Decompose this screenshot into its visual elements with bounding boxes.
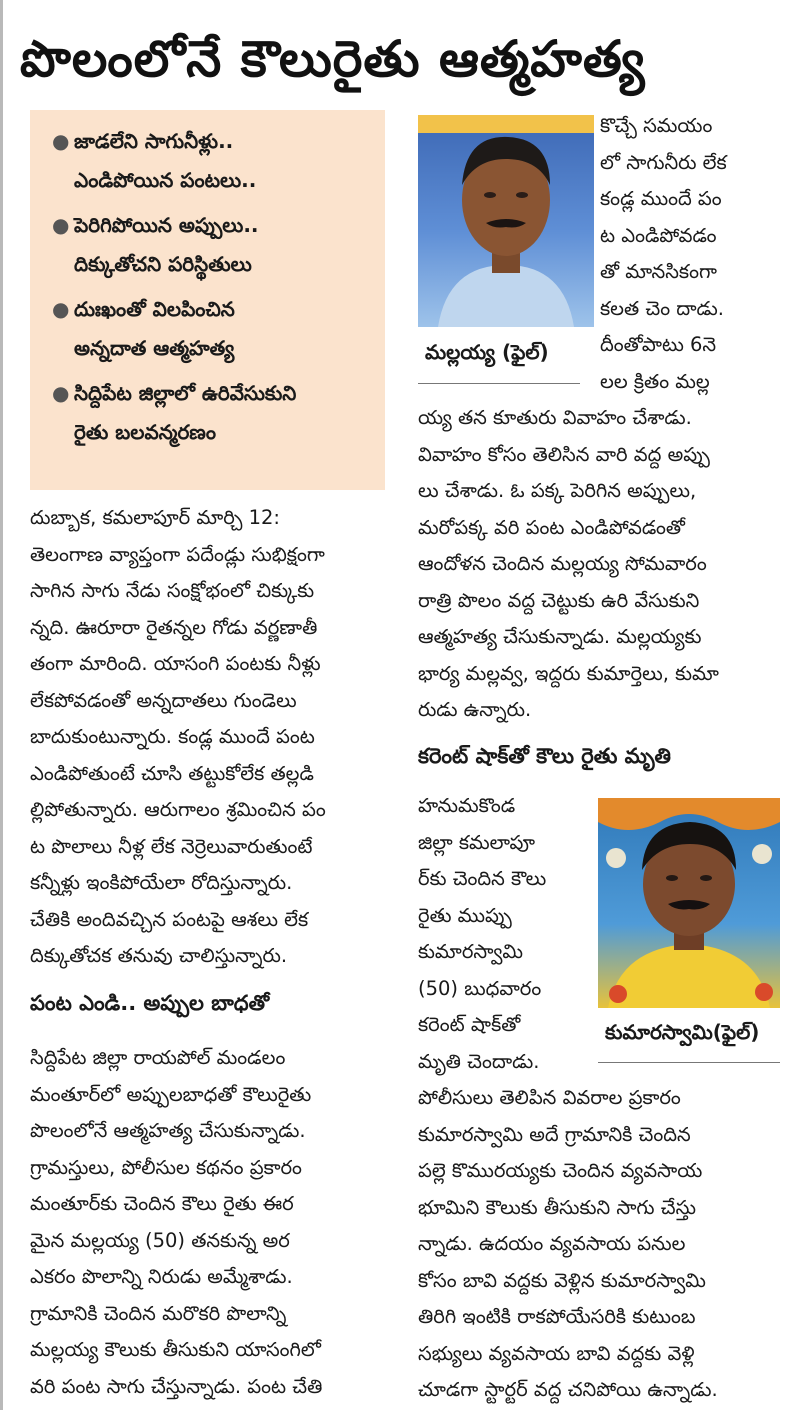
page-left-rule: [0, 0, 3, 1410]
portrait-icon: [598, 798, 780, 1008]
mallayya-photo: [418, 115, 594, 327]
article-body: పోలీసులు తెలిపిన వివరాల ప్రకారం కుమారస్వామి అదే గ్రామానికి చెందిన పల్లె కొమురయ్యకు చెందిన వ్యవసాయ భూమిని కౌలుకు తీసుకుని సాగు చేస్తు న్నాడు. ఉదయం వ్యవసాయ పనుల కోసం బావి వద్దకు వెళ్లిన కుమారస్వామి తిరిగి ఇంటికి రాకపోయేసరికి కుటుంబ సభ్యులు వ్యవసాయ బావి వద్దకు వెళ్లి చూడగా స్టార్టర్ వద్ద చనిపోయి ఉన్నాడు.: [418, 1086, 718, 1401]
caption-rule: [418, 383, 580, 384]
bullet-icon: ●: [52, 213, 70, 237]
article-body: య్య తన కూతురు వివాహం చేశాడు. వివాహం కోసం తెలిసిన వారి వద్ద అప్పు లు చేశాడు. ఓ పక్క పెరిగిన అప్పులు, మరోపక్క వరి పంట ఎండిపోవడంతో ఆందోళన చెందిన మల్లయ్య సోమవారం రాత్రి పొలం వద్ద చెట్టుకు ఉరి వేసుకుని ఆత్మహత్య చేసుకున్నాడు. మల్లయ్యకు భార్య మల్లవ్వ, ఇద్దరు కుమార్తెలు, కుమా రుడు ఉన్నారు.: [418, 406, 719, 721]
highlight-text: పెరిగిపోయిన అప్పులు.. దిక్కుతోచని పరిస్థితులు: [74, 213, 259, 276]
bullet-icon: ●: [52, 129, 70, 153]
highlight-item: [52, 374, 371, 452]
highlight-item: [52, 206, 371, 284]
highlight-text: దుఃఖంతో విలపించిన అన్నదాత ఆత్మహత్య: [74, 297, 235, 360]
article-body: కొచ్చే సమయం లో సాగునీరు లేక కండ్ల ముందే పం ట ఎండిపోవడం తో మానసికంగా కలత చెం దాడు. దీంతోపాటు 6నె లల క్రితం మల్ల: [600, 114, 727, 393]
article-intro: దుబ్బాక, కమలాపూర్ మార్చి 12: తెలంగాణ వ్యాప్తంగా పదేండ్లు సుభిక్షంగా సాగిన సాగు నేడు సంక్షోభంలో చిక్కుకు న్నది. ఊరూరా రైతన్నల గోడు వర్ణణాతీ తంగా మారింది. యాసంగి పంటకు నీళ్లు లేకపోవడంతో అన్నదాతలు గుండెలు బాదుకుంటున్నారు. కండ్ల ముందే పంట ఎండిపోతుంటే చూసి తట్టుకోలేక తల్లడి ల్లిపోతున్నారు. ఆరుగాలం శ్రమించిన పం ట పొలాలు నీళ్ల లేక నెర్రెలువారుతుంటే కన్నీళ్లు ఇంకిపోయేలా రోదిస్తున్నారు. చేతికి అందివచ్చిన పంటపై ఆశలు లేక దిక్కుతోచక తనువు చాలిస్తున్నారు.: [30, 506, 326, 967]
headline: పొలంలోనే కౌలురైతు ఆత్మహత్య: [20, 30, 646, 88]
highlights-box: [30, 110, 385, 490]
portrait-icon: [418, 115, 594, 327]
highlight-item: [52, 290, 371, 368]
kumaraswamy-photo-caption: కుమారస్వామి(ఫైల్): [605, 1020, 760, 1044]
kumaraswamy-photo: [598, 798, 780, 1008]
subheading: పంట ఎండి.. అప్పుల బాధతో: [30, 991, 270, 1015]
bullet-icon: ●: [52, 381, 70, 405]
highlight-item: [52, 122, 371, 200]
bullet-icon: ●: [52, 297, 70, 321]
caption-rule: [598, 1062, 780, 1063]
mallayya-photo-caption: మల్లయ్య (ఫైల్): [425, 340, 549, 364]
highlight-text: జాడలేని సాగునీళ్లు.. ఎండిపోయిన పంటలు..: [74, 129, 257, 192]
article-body: సిద్దిపేట జిల్లా రాయపోల్ మండలం మంతూర్‌లో అప్పులబాధతో కౌలురైతు పొలంలోనే ఆత్మహత్య చేసుకున్నాడు. గ్రామస్తులు, పోలీసుల కథనం ప్రకారం మంతూర్‌కు చెందిన కౌలు రైతు ఈర మైన మల్లయ్య (50) తనకున్న అర ఎకరం పొలాన్ని నిరుడు అమ్మేశాడు. గ్రామానికి చెందిన మరొకరి పొలాన్ని మల్లయ్య కౌలుకు తీసుకుని యాసంగిలో వరి పంట సాగు చేస్తున్నాడు. పంట చేతి: [30, 1046, 323, 1398]
highlight-text: సిద్దిపేట జిల్లాలో ఉరివేసుకుని రైతు బలవన్మరణం: [74, 381, 297, 444]
subheading: కరెంట్ షాక్‌తో కౌలు రైతు మృతి: [418, 744, 671, 768]
article-body: హనుమకొండ జిల్లా కమలాపూ ర్‌కు చెందిన కౌలు రైతు ముప్పు కుమారస్వామి (50) బుధవారం కరెంట్ షాక్‌తో మృతి చెందాడు.: [418, 794, 547, 1073]
